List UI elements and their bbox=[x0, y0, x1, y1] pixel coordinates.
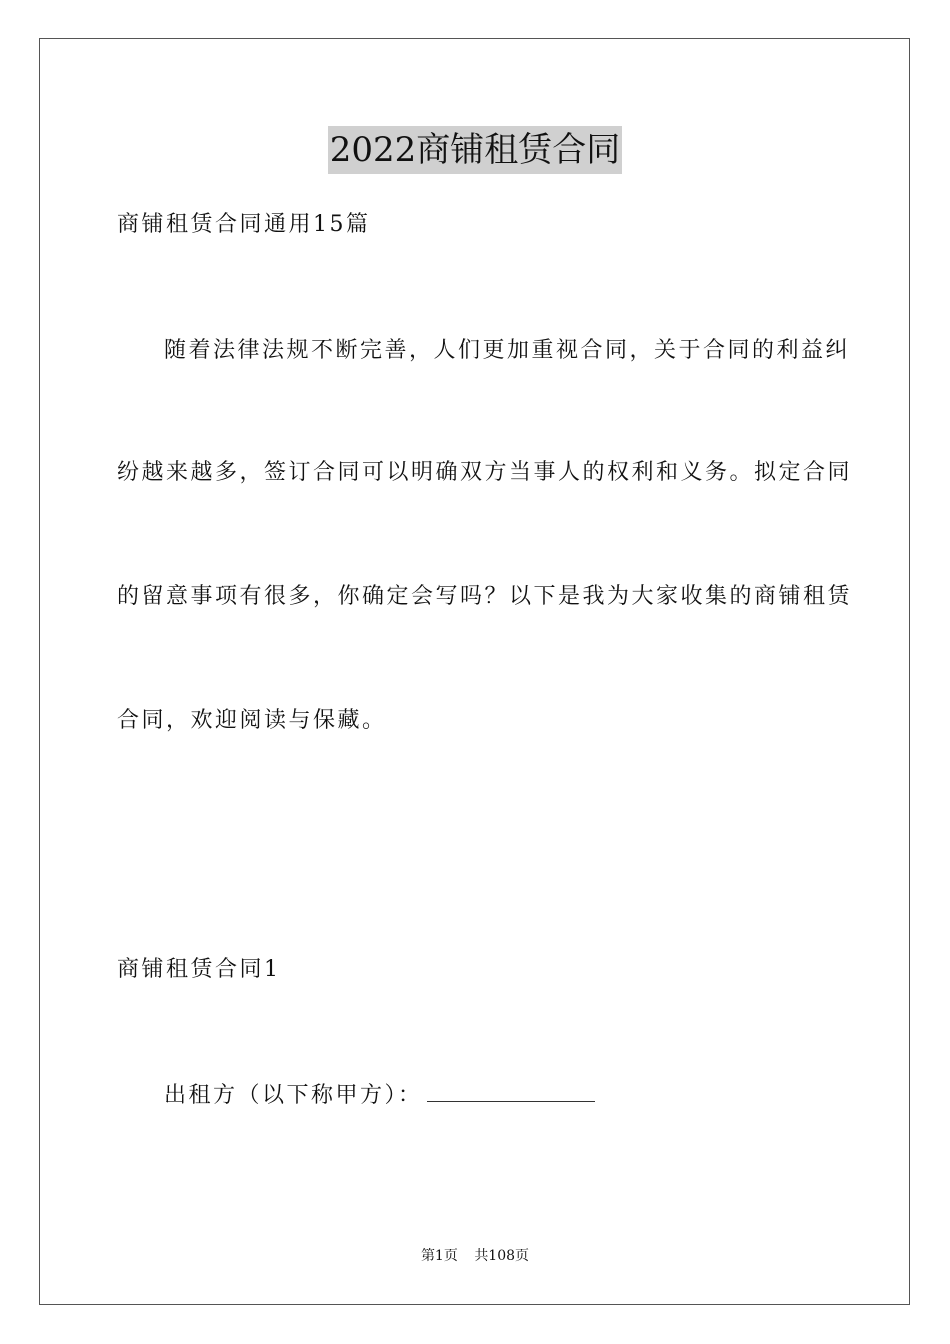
intro-line-3: 的留意事项有很多，你确定会写吗？以下是我为大家收集的商铺租赁 bbox=[117, 584, 853, 609]
document-title: 2022商铺租赁合同 bbox=[328, 126, 623, 174]
lessor-label: 出租方（以下称甲方）： bbox=[164, 1083, 423, 1108]
section-heading: 商铺租赁合同1 bbox=[117, 957, 281, 982]
document-title-wrap bbox=[0, 126, 950, 174]
intro-line-4: 合同，欢迎阅读与保藏。 bbox=[117, 708, 387, 733]
page-footer bbox=[0, 1246, 950, 1266]
page-total: 共108页 bbox=[474, 1248, 530, 1264]
intro-line-1: 随着法律法规不断完善，人们更加重视合同，关于合同的利益纠 bbox=[164, 338, 851, 363]
document-subtitle: 商铺租赁合同通用15篇 bbox=[117, 212, 371, 237]
page-number: 第1页 bbox=[420, 1248, 458, 1264]
lessor-field bbox=[164, 1081, 595, 1111]
lessor-blank-line bbox=[427, 1081, 595, 1102]
intro-line-2: 纷越来越多，签订合同可以明确双方当事人的权利和义务。拟定合同 bbox=[117, 460, 853, 485]
